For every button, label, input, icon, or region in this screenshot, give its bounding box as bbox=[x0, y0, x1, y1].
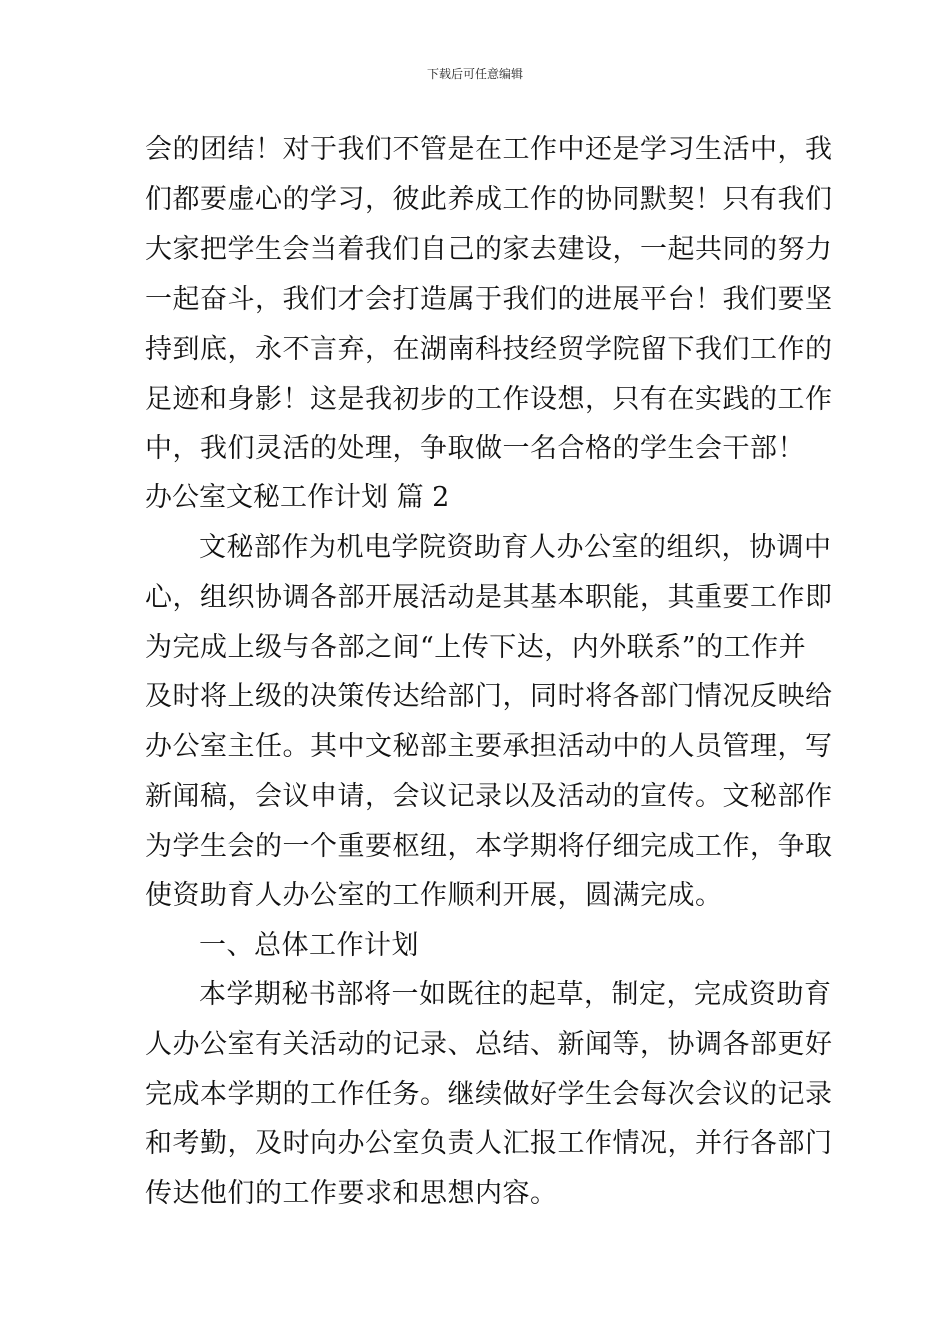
paragraph-line: 办公室主任。其中文秘部主要承担活动中的人员管理，写 bbox=[145, 731, 833, 762]
paragraph-line: 足迹和身影！这是我初步的工作设想，只有在实践的工作 bbox=[145, 384, 833, 415]
subsection-heading: 一、总体工作计划 bbox=[199, 930, 419, 961]
paragraph-line: 为学生会的一个重要枢纽，本学期将仔细完成工作，争取 bbox=[145, 831, 833, 862]
paragraph-line: 大家把学生会当着我们自己的家去建设，一起共同的努力 bbox=[145, 234, 833, 265]
paragraph-line: 人办公室有关活动的记录、总结、新闻等，协调各部更好 bbox=[145, 1029, 833, 1060]
paragraph-line: 本学期秘书部将一如既往的起草，制定，完成资助育 bbox=[199, 979, 832, 1010]
paragraph-line: 一起奋斗，我们才会打造属于我们的进展平台！我们要坚 bbox=[145, 284, 833, 315]
section-title: 办公室文秘工作计划 篇 2 bbox=[145, 482, 450, 513]
paragraph-line: 文秘部作为机电学院资助育人办公室的组织，协调中 bbox=[199, 532, 832, 563]
paragraph-line: 会的团结！对于我们不管是在工作中还是学习生活中，我 bbox=[145, 134, 833, 165]
paragraph-line: 使资助育人办公室的工作顺利开展，圆满完成。 bbox=[145, 880, 723, 911]
paragraph-line: 传达他们的工作要求和思想内容。 bbox=[145, 1178, 558, 1209]
paragraph-line: 和考勤，及时向办公室负责人汇报工作情况，并行各部门 bbox=[145, 1128, 833, 1159]
download-note: 下载后可任意编辑 bbox=[426, 67, 523, 81]
paragraph-line: 中，我们灵活的处理，争取做一名合格的学生会干部！ bbox=[145, 433, 805, 464]
paragraph-line: 完成本学期的工作任务。继续做好学生会每次会议的记录 bbox=[145, 1079, 833, 1110]
paragraph-line: 心，组织协调各部开展活动是其基本职能，其重要工作即 bbox=[145, 582, 833, 613]
paragraph-line: 持到底，永不言弃，在湖南科技经贸学院留下我们工作的 bbox=[145, 334, 833, 365]
paragraph-line: 及时将上级的决策传达给部门，同时将各部门情况反映给 bbox=[145, 681, 833, 712]
paragraph-line: 为完成上级与各部之间“上传下达，内外联系”的工作并 bbox=[145, 632, 807, 663]
paragraph-line: 们都要虚心的学习，彼此养成工作的协同默契！只有我们 bbox=[145, 184, 833, 215]
paragraph-line: 新闻稿，会议申请，会议记录以及活动的宣传。文秘部作 bbox=[145, 781, 833, 812]
